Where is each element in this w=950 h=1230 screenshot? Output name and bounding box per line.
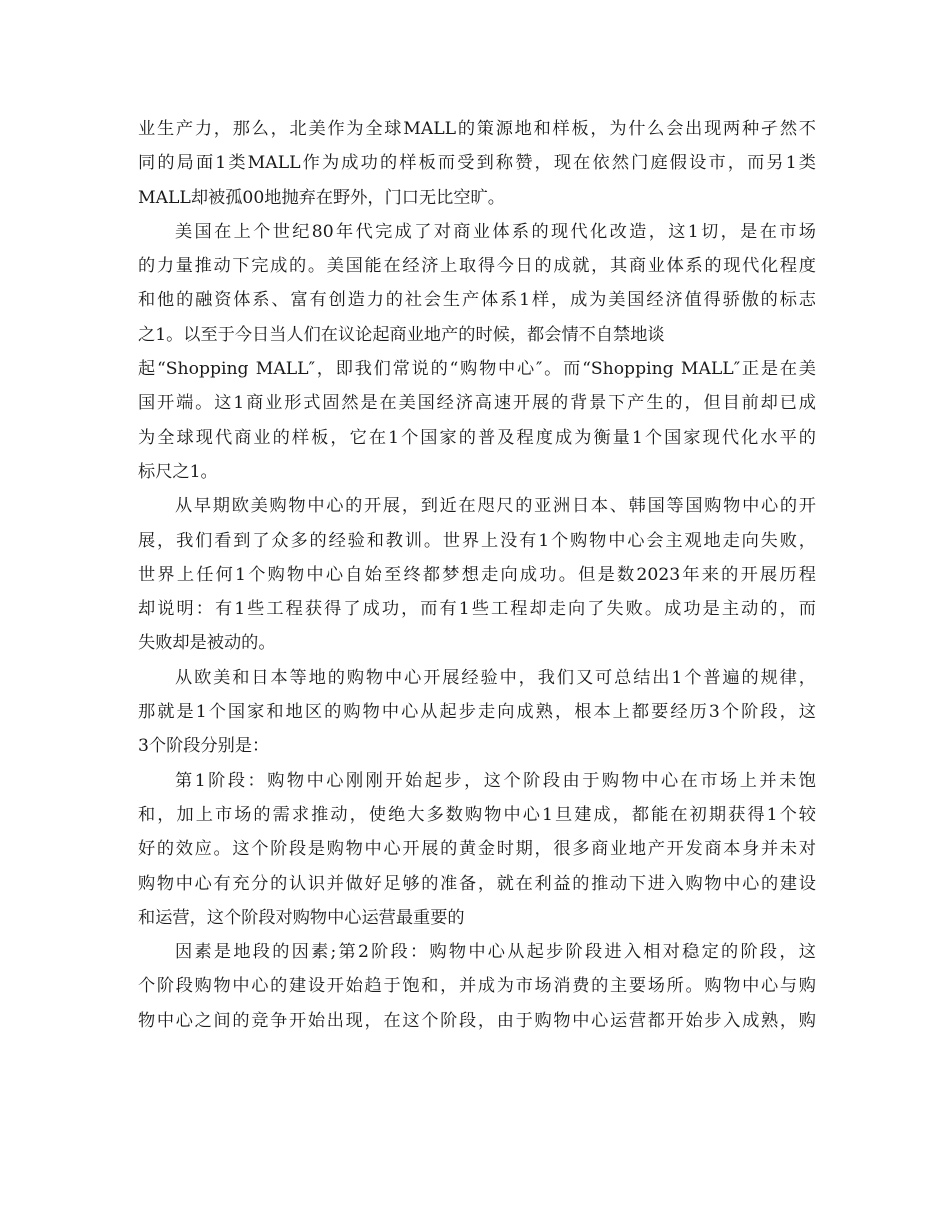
text-line: 业生产力，那么，北美作为全球MALL的策源地和样板，为什么会出现两种孑然不	[138, 119, 816, 139]
text-line: 和，加上市场的需求推动，使绝大多数购物中心1旦建成，都能在初期获得1个较	[138, 804, 816, 825]
text-line: 展，我们看到了众多的经验和教训。世界上没有1个购物中心会主观地走向失败，	[138, 530, 816, 551]
text-line: 之1。以至于今日当人们在议论起商业地产的时候，都会情不自禁地谈	[138, 324, 665, 345]
text-line: 购物中心有充分的认识并做好足够的准备，就在利益的推动下进入购物中心的建设	[138, 873, 816, 894]
text-line: 第1阶段：购物中心刚刚开始起步，这个阶段由于购物中心在市场上并未饱	[175, 770, 816, 791]
text-line: 同的局面1类MALL作为成功的样板而受到称赞，现在依然门庭假设市，而另1类	[138, 153, 816, 174]
text-line: 为全球现代商业的样板，它在1个国家的普及程度成为衡量1个国家现代化水平的	[138, 427, 816, 448]
text-line: 和他的融资体系、富有创造力的社会生产体系1样，成为美国经济值得骄傲的标志	[138, 290, 816, 311]
text-line: 国开端。这1商业形式固然是在美国经济高速开展的背景下产生的，但目前却已成	[138, 393, 816, 414]
text-line: MALL却被孤00地抛弃在野外，门口无比空旷。	[138, 187, 505, 208]
text-line: 起“Shopping MALL″，即我们常说的“购物中心″。而“Shopping MALL″正是在美	[138, 359, 816, 380]
text-line: 因素是地段的因素;第2阶段：购物中心从起步阶段进入相对稳定的阶段，这	[175, 942, 816, 963]
text-line: 物中心之间的竞争开始出现，在这个阶段，由于购物中心运营都开始步入成熟，购	[138, 1010, 816, 1031]
text-line: 却说明：有1些工程获得了成功，而有1些工程却走向了失败。成功是主动的，而	[138, 599, 816, 620]
text-line: 那就是1个国家和地区的购物中心从起步走向成熟，根本上都要经历3个阶段，这	[138, 702, 816, 723]
text-line: 好的效应。这个阶段是购物中心开展的黄金时期，很多商业地产开发商本身并未对	[138, 839, 816, 860]
text-line: 从欧美和日本等地的购物中心开展经验中，我们又可总结出1个普遍的规律，	[175, 667, 816, 688]
body-text	[138, 112, 816, 1038]
text-line: 和运营，这个阶段对购物中心运营最重要的	[138, 907, 465, 928]
text-line: 的力量推动下完成的。美国能在经济上取得今日的成就，其商业体系的现代化程度	[138, 256, 816, 277]
text-line: 个阶段购物中心的建设开始趋于饱和，并成为市场消费的主要场所。购物中心与购	[138, 976, 816, 997]
text-line: 标尺之1。	[138, 461, 218, 482]
text-line: 美国在上个世纪80年代完成了对商业体系的现代化改造，这1切，是在市场	[175, 221, 816, 242]
text-line: 失败却是被动的。	[138, 633, 276, 654]
text-line: 3个阶段分别是：	[138, 736, 270, 757]
text-line: 从早期欧美购物中心的开展，到近在咫尺的亚洲日本、韩国等国购物中心的开	[175, 496, 816, 517]
text-line: 世界上任何1个购物中心自始至终都梦想走向成功。但是数2023年来的开展历程	[138, 564, 816, 585]
